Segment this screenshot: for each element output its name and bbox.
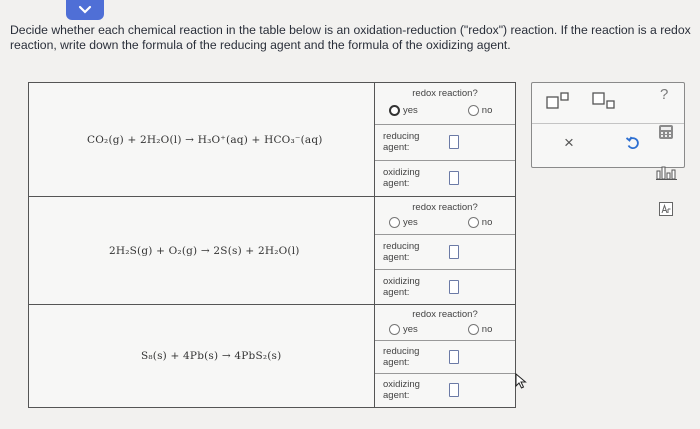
reducing-agent-label-line1: reducing bbox=[383, 346, 420, 357]
reaction-equation: 2H₂S(g) + O₂(g) → 2S(s) + 2H₂O(l) bbox=[109, 244, 300, 257]
reaction-cell bbox=[29, 197, 375, 304]
help-icon: ? bbox=[660, 86, 669, 103]
reducing-agent-input[interactable] bbox=[449, 350, 459, 364]
calculator-icon bbox=[658, 124, 674, 140]
reducing-agent-cell bbox=[375, 341, 515, 374]
answer-cell bbox=[375, 83, 515, 196]
redox-question bbox=[375, 83, 515, 125]
no-radio[interactable] bbox=[468, 217, 479, 228]
reaction-equation: S₈(s) + 4Pb(s) → 4PbS₂(s) bbox=[141, 350, 282, 362]
chevron-down-icon bbox=[78, 5, 92, 15]
undo-icon bbox=[625, 135, 641, 151]
reducing-agent-input[interactable] bbox=[449, 135, 459, 149]
superscript-icon bbox=[546, 92, 572, 110]
yes-label: yes bbox=[403, 105, 418, 116]
oxidizing-agent-label-line1: oxidizing bbox=[383, 276, 420, 287]
oxidizing-agent-label-line2: agent: bbox=[383, 287, 410, 298]
table-row bbox=[29, 83, 515, 197]
oxidizing-agent-input[interactable] bbox=[449, 280, 459, 294]
reaction-cell bbox=[29, 83, 375, 196]
reactions-table bbox=[28, 82, 516, 408]
periodic-table-icon bbox=[659, 202, 673, 216]
yes-label: yes bbox=[403, 324, 418, 335]
clear-button[interactable] bbox=[564, 133, 574, 153]
instructions-text: Decide whether each chemical reaction in the table below is an oxidation-reduction ("redox") reaction. If the reaction is a redox reaction, write down the formula of the reducing agent and the formula of the oxidizing agent. bbox=[10, 23, 691, 52]
cursor-icon bbox=[515, 373, 527, 389]
oxidizing-agent-input[interactable] bbox=[449, 383, 459, 397]
data-button[interactable] bbox=[656, 164, 678, 185]
no-radio[interactable] bbox=[468, 105, 479, 116]
bar-chart-icon bbox=[656, 164, 678, 180]
oxidizing-agent-label bbox=[383, 167, 437, 189]
radio-group bbox=[389, 217, 509, 228]
no-label: no bbox=[481, 105, 493, 116]
oxidizing-agent-label-line1: oxidizing bbox=[383, 379, 420, 390]
reducing-agent-input[interactable] bbox=[449, 245, 459, 259]
help-button[interactable] bbox=[660, 86, 668, 103]
superscript-button[interactable] bbox=[546, 92, 572, 115]
yes-radio[interactable] bbox=[389, 217, 400, 228]
subscript-button[interactable] bbox=[592, 92, 618, 115]
radio-group bbox=[389, 105, 509, 116]
close-icon: × bbox=[564, 133, 574, 152]
reducing-agent-label bbox=[383, 241, 437, 263]
oxidizing-agent-label-line2: agent: bbox=[383, 390, 410, 401]
reducing-agent-label-line1: reducing bbox=[383, 241, 420, 252]
no-label: no bbox=[481, 217, 493, 228]
reducing-agent-label-line2: agent: bbox=[383, 252, 410, 263]
reaction-equation: CO₂(g) + 2H₂O(l) → H₃O⁺(aq) + HCO₃⁻(aq) bbox=[87, 133, 323, 146]
reducing-agent-cell bbox=[375, 235, 515, 270]
yes-radio[interactable] bbox=[389, 105, 400, 116]
redox-question bbox=[375, 197, 515, 235]
redox-question-label: redox reaction? bbox=[412, 202, 478, 213]
mouse-cursor bbox=[515, 373, 527, 394]
oxidizing-agent-label bbox=[383, 276, 437, 298]
reducing-agent-label bbox=[383, 346, 437, 368]
oxidizing-agent-label-line1: oxidizing bbox=[383, 167, 420, 178]
oxidizing-agent-cell bbox=[375, 161, 515, 197]
undo-button[interactable] bbox=[625, 135, 641, 156]
reducing-agent-label-line1: reducing bbox=[383, 131, 420, 142]
radio-group bbox=[389, 324, 509, 335]
reducing-agent-label-line2: agent: bbox=[383, 357, 410, 368]
answer-cell bbox=[375, 197, 515, 304]
oxidizing-agent-cell bbox=[375, 374, 515, 407]
table-row bbox=[29, 197, 515, 305]
yes-radio[interactable] bbox=[389, 324, 400, 335]
oxidizing-agent-label-line2: agent: bbox=[383, 178, 410, 189]
no-radio[interactable] bbox=[468, 324, 479, 335]
reducing-agent-label bbox=[383, 131, 437, 153]
oxidizing-agent-cell bbox=[375, 270, 515, 305]
reducing-agent-label-line2: agent: bbox=[383, 142, 410, 153]
yes-label: yes bbox=[403, 217, 418, 228]
calculator-button[interactable] bbox=[658, 124, 674, 145]
oxidizing-agent-input[interactable] bbox=[449, 171, 459, 185]
collapse-toggle[interactable] bbox=[66, 0, 104, 20]
reducing-agent-cell bbox=[375, 125, 515, 161]
redox-question bbox=[375, 305, 515, 341]
table-row bbox=[29, 305, 515, 407]
reaction-cell bbox=[29, 305, 375, 407]
answer-cell bbox=[375, 305, 515, 407]
redox-question-label: redox reaction? bbox=[412, 88, 478, 99]
oxidizing-agent-label bbox=[383, 379, 437, 401]
periodic-table-button[interactable] bbox=[659, 202, 673, 221]
redox-question-label: redox reaction? bbox=[412, 309, 478, 320]
no-label: no bbox=[481, 324, 493, 335]
subscript-icon bbox=[592, 92, 618, 110]
